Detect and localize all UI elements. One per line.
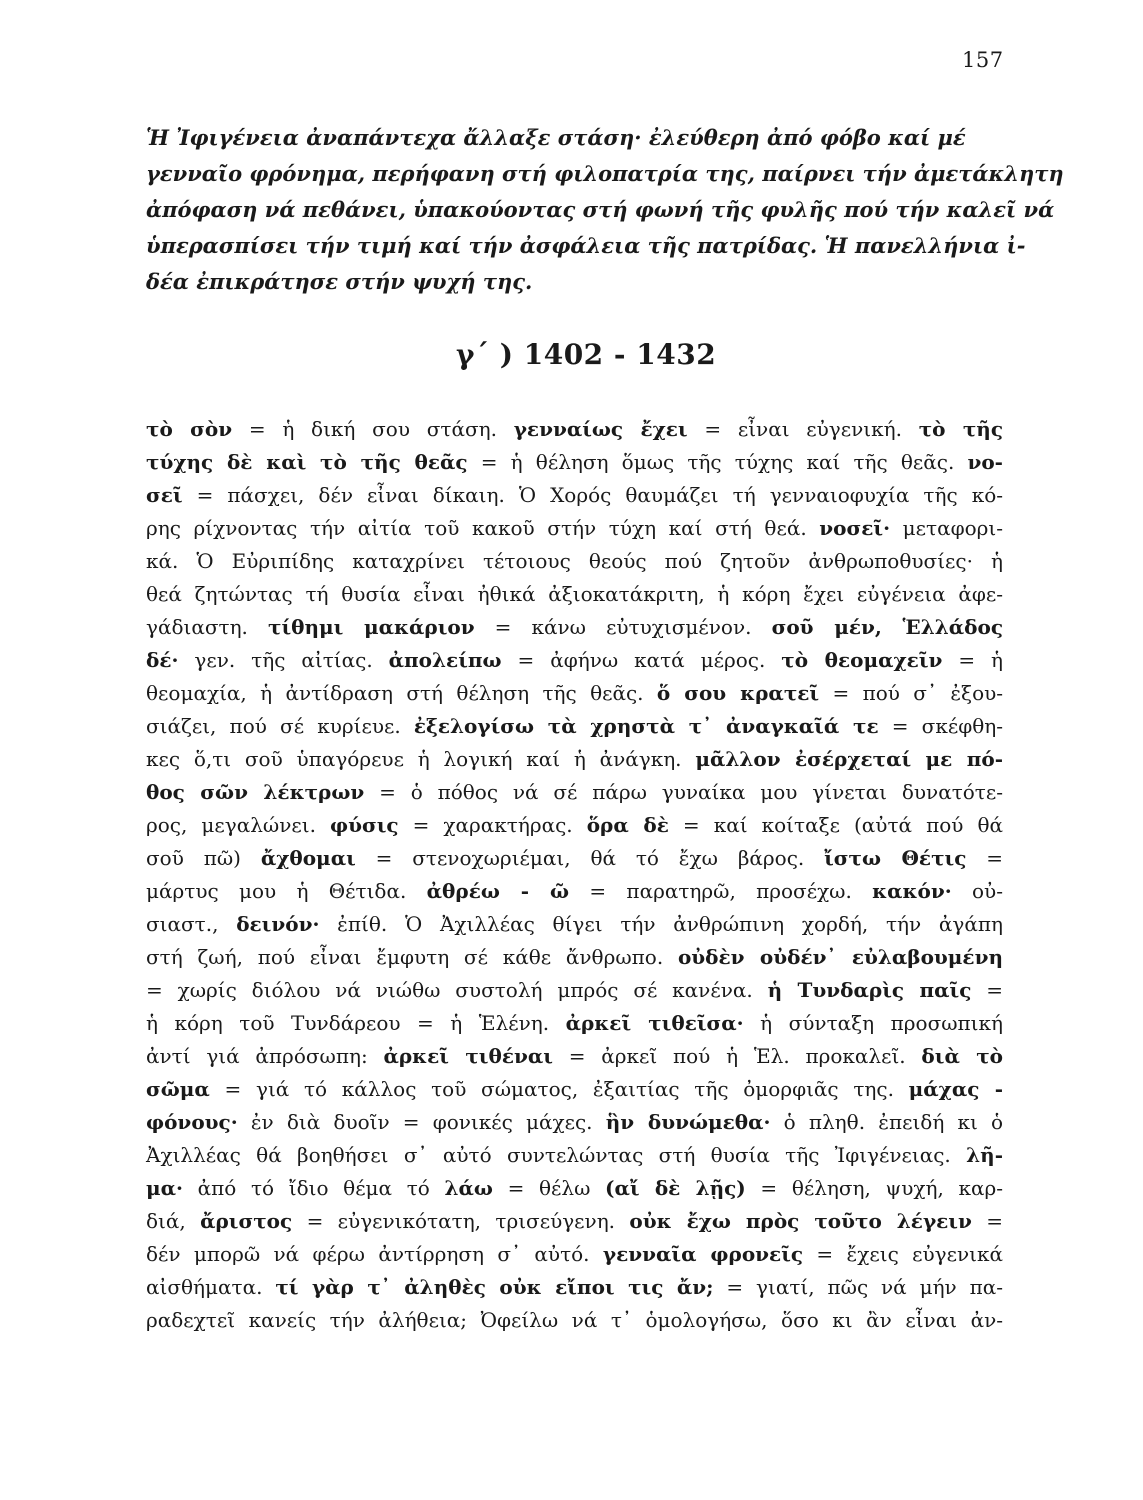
gloss-text: = θέλω xyxy=(492,1176,606,1200)
gloss-text: = ἔχεις εὐγενικά xyxy=(803,1242,1003,1266)
gloss-text: οὐ- xyxy=(951,879,1003,903)
commentary-line xyxy=(146,1106,1003,1139)
commentary-line xyxy=(146,644,1003,677)
commentary-line xyxy=(146,776,1003,809)
keyword-term: φόνους· xyxy=(146,1110,238,1134)
gloss-text: ἀπό τό ἴδιο θέμα τό xyxy=(183,1176,445,1200)
gloss-text: = χαρακτήρας. xyxy=(398,813,587,837)
keyword-term: τὸ σὸν xyxy=(146,417,233,441)
commentary-line xyxy=(146,413,1003,446)
commentary-line xyxy=(146,875,1003,908)
keyword-term: διὰ τὸ xyxy=(921,1044,1004,1068)
keyword-term: μάχας - xyxy=(908,1077,1003,1101)
gloss-text: = xyxy=(971,978,1003,1002)
commentary-line xyxy=(146,1205,1003,1238)
keyword-term: δέ· xyxy=(146,648,179,672)
keyword-term: δεινόν· xyxy=(236,912,320,936)
gloss-text: μάρτυς μου ἡ Θέτιδα. xyxy=(146,879,427,903)
gloss-text: σιάζει, πού σέ κυρίευε. xyxy=(146,714,414,738)
gloss-text: = πού σ᾽ ἐξου- xyxy=(819,681,1004,705)
commentary-line xyxy=(146,1172,1003,1205)
gloss-text: διά, xyxy=(146,1209,201,1233)
gloss-text: = xyxy=(971,1209,1003,1233)
commentary-line xyxy=(146,1304,1003,1337)
keyword-term: σῶμα xyxy=(146,1077,210,1101)
keyword-term: ἀρκεῖ τιθέναι xyxy=(383,1044,553,1068)
gloss-text: = γιατί, πῶς νά μήν πα- xyxy=(713,1275,1003,1299)
gloss-text: = ἡ xyxy=(942,648,1004,672)
gloss-text: = θέληση, ψυχή, καρ- xyxy=(745,1176,1004,1200)
section-heading: γ΄ ) 1402 - 1432 xyxy=(456,338,717,371)
keyword-term: ἄχθομαι xyxy=(260,846,356,870)
keyword-term: θος σῶν λέκτρων xyxy=(146,780,365,804)
gloss-text: κες ὅ,τι σοῦ ὑπαγόρευε ἡ λογική καί ἡ ἀνάγκη. xyxy=(146,747,696,771)
gloss-text: ἡ κόρη τοῦ Τυνδάρεου = ἡ Ἑλένη. xyxy=(146,1011,566,1035)
gloss-text: = εὐγενικότατη, τρισεύγενη. xyxy=(292,1209,630,1233)
gloss-text: = χωρίς διόλου νά νιώθω συστολή μπρός σέ κανένα. xyxy=(146,978,768,1002)
gloss-text: ρος, μεγαλώνει. xyxy=(146,813,330,837)
commentary-line xyxy=(146,1139,1003,1172)
gloss-text: = ἡ δική σου στάση. xyxy=(232,417,514,441)
gloss-text: ἡ σύνταξη προσωπική xyxy=(743,1011,1004,1035)
keyword-term: μᾶλλον ἐσέρχεταί με πό- xyxy=(695,747,1003,771)
page-number: 157 xyxy=(962,48,1004,72)
keyword-term: ἡ Τυνδαρὶς παῖς xyxy=(767,978,972,1002)
keyword-term: νο- xyxy=(967,450,1003,474)
gloss-text: σιαστ., xyxy=(146,912,237,936)
gloss-text: = πάσχει, δέν εἶναι δίκαιη. Ὁ Χορός θαυμάζει τή γενναιοφυχία τῆς κό- xyxy=(182,483,1003,507)
keyword-term: κακόν· xyxy=(872,879,952,903)
commentary-line xyxy=(146,1073,1003,1106)
commentary-paragraph xyxy=(146,413,1003,1337)
gloss-text: σοῦ πῶ) xyxy=(146,846,261,870)
commentary-line xyxy=(146,578,1003,611)
gloss-text: = ἀρκεῖ πού ἡ Ἑλ. προκαλεῖ. xyxy=(552,1044,922,1068)
gloss-text: ἀντί γιά ἀπρόσωπη: xyxy=(146,1044,384,1068)
commentary-line xyxy=(146,1271,1003,1304)
keyword-term: λάω xyxy=(444,1176,493,1200)
intro-line: ὑπερασπίσει τήν τιμή καί τήν ἀσφάλεια τῆς πατρίδας. Ἡ πανελλήνια ἰ- xyxy=(146,233,1026,258)
gloss-text: μεταφορι- xyxy=(890,516,1003,540)
gloss-text: = σκέφθη- xyxy=(878,714,1003,738)
keyword-term: οὐδὲν οὐδέν᾽ εὐλαβουμένη xyxy=(677,945,1003,969)
gloss-text: θεά ζητώντας τή θυσία εἶναι ἠθικά ἀξιοκατάκριτη, ἡ κόρη ἔχει εὐγένεια ἀφε- xyxy=(146,582,1003,606)
intro-line: ἀπόφαση νά πεθάνει, ὑπακούοντας στή φωνή τῆς φυλῆς πού τήν καλεῖ νά xyxy=(146,197,1055,222)
keyword-term: λῆ- xyxy=(966,1143,1003,1167)
commentary-line xyxy=(146,743,1003,776)
commentary-line xyxy=(146,842,1003,875)
gloss-text: = ὁ πόθος νά σέ πάρω γυναίκα μου γίνεται δυνατότε- xyxy=(364,780,1003,804)
intro-line: δέα ἐπικράτησε στήν ψυχή της. xyxy=(146,269,533,294)
keyword-term: γενναῖα φρονεῖς xyxy=(602,1242,804,1266)
gloss-text: θεομαχία, ἡ ἀντίδραση στή θέληση τῆς θεᾶς. xyxy=(146,681,657,705)
gloss-text: ἐν διὰ δυοῖν = φονικές μάχες. xyxy=(237,1110,606,1134)
gloss-text: = στενοχωριέμαι, θά τό ἔχω βάρος. xyxy=(355,846,825,870)
gloss-text: κά. Ὁ Εὐριπίδης καταχρίνει τέτοιους θεούς πού ζητοῦν ἀνθρωποθυσίες· ἡ xyxy=(146,549,1003,573)
gloss-text: ὁ πληθ. ἐπειδή κι ὁ xyxy=(770,1110,1003,1134)
keyword-term: ἴστω Θέτις xyxy=(824,846,967,870)
keyword-term: τύχης δὲ καὶ τὸ τῆς θεᾶς xyxy=(146,450,468,474)
intro-line: γενναῖο φρόνημα, περήφανη στή φιλοπατρία της, παίρνει τήν ἀμετάκλητη xyxy=(146,161,1064,186)
gloss-text: ρης ρίχνοντας τήν αἰτία τοῦ κακοῦ στήν τύχη καί στή θεά. xyxy=(146,516,820,540)
keyword-term: ἀρκεῖ τιθεῖσα· xyxy=(565,1011,744,1035)
commentary-line xyxy=(146,974,1003,1007)
keyword-term: σεῖ xyxy=(146,483,183,507)
gloss-text: = εἶναι εὐγενική. xyxy=(687,417,919,441)
commentary-line xyxy=(146,941,1003,974)
keyword-term: τί γὰρ τ᾽ ἀληθὲς οὐκ εἴποι τις ἄν; xyxy=(275,1275,714,1299)
keyword-term: σοῦ μέν, Ἑλλάδος xyxy=(771,615,1004,639)
intro-line: Ἡ Ἰφιγένεια ἀναπάντεχα ἄλλαξε στάση· ἐλεύθερη ἀπό φόβο καί μέ xyxy=(146,125,966,150)
gloss-text: ραδεχτεῖ κανείς τήν ἀλήθεια; Ὀφείλω νά τ᾽ ὁμολογήσω, ὅσο κι ἂν εἶναι ἀν- xyxy=(146,1308,1003,1332)
keyword-term: φύσις xyxy=(329,813,399,837)
keyword-term: νοσεῖ· xyxy=(819,516,891,540)
commentary-line xyxy=(146,611,1003,644)
commentary-line xyxy=(146,809,1003,842)
commentary-line xyxy=(146,479,1003,512)
keyword-term: ἀθρέω - ῶ xyxy=(426,879,570,903)
keyword-term: τὸ τῆς xyxy=(918,417,1004,441)
keyword-term: οὐκ ἔχω πρὸς τοῦτο λέγειν xyxy=(629,1209,972,1233)
commentary-line xyxy=(146,677,1003,710)
commentary-line xyxy=(146,710,1003,743)
intro-paragraph xyxy=(146,120,1064,300)
gloss-text: γάδιαστη. xyxy=(146,615,268,639)
keyword-term: ἄριστος xyxy=(200,1209,293,1233)
keyword-term: ἐξελογίσω τὰ χρηστὰ τ᾽ ἀναγκαῖά τε xyxy=(413,714,879,738)
commentary-line xyxy=(146,908,1003,941)
keyword-term: (αἴ δὲ λῇς) xyxy=(605,1176,746,1200)
keyword-term: γενναίως ἔχει xyxy=(513,417,688,441)
gloss-text: = γιά τό κάλλος τοῦ σώματος, ἐξαιτίας τῆς ὀμορφιᾶς της. xyxy=(209,1077,909,1101)
keyword-term: ἀπολείπω xyxy=(388,648,502,672)
gloss-text: στή ζωή, πού εἶναι ἔμφυτη σέ κάθε ἄνθρωπο. xyxy=(146,945,678,969)
gloss-text: = ἡ θέληση ὅμως τῆς τύχης καί τῆς θεᾶς. xyxy=(467,450,968,474)
keyword-term: ἣν δυνώμεθα· xyxy=(605,1110,771,1134)
commentary-line xyxy=(146,1238,1003,1271)
gloss-text: = καί κοίταξε (αὐτά πού θά xyxy=(668,813,1004,837)
keyword-term: τὸ θεομαχεῖν xyxy=(781,648,943,672)
commentary-line xyxy=(146,512,1003,545)
gloss-text: ἐπίθ. Ὁ Ἀχιλλέας θίγει τήν ἀνθρώπινη χορδή, τήν ἀγάπη xyxy=(319,912,1003,936)
gloss-text: Ἀχιλλέας θά βοηθήσει σ᾽ αὐτό συντελώντας στή θυσία τῆς Ἰφιγένειας. xyxy=(146,1143,967,1167)
keyword-term: ὅ σου κρατεῖ xyxy=(656,681,820,705)
gloss-text: = παρατηρῶ, προσέχω. xyxy=(569,879,873,903)
commentary-line xyxy=(146,1007,1003,1040)
gloss-text: = xyxy=(966,846,1004,870)
gloss-text: = ἀφήνω κατά μέρος. xyxy=(501,648,782,672)
commentary-line xyxy=(146,545,1003,578)
commentary-line xyxy=(146,1040,1003,1073)
keyword-term: ὅρα δὲ xyxy=(586,813,669,837)
keyword-term: μα· xyxy=(146,1176,183,1200)
gloss-text: = κάνω εὐτυχισμένον. xyxy=(474,615,772,639)
gloss-text: αἰσθήματα. xyxy=(146,1275,276,1299)
gloss-text: δέν μπορῶ νά φέρω ἀντίρρηση σ᾽ αὐτό. xyxy=(146,1242,603,1266)
keyword-term: τίθημι μακάριον xyxy=(267,615,475,639)
gloss-text: γεν. τῆς αἰτίας. xyxy=(178,648,389,672)
commentary-line xyxy=(146,446,1003,479)
